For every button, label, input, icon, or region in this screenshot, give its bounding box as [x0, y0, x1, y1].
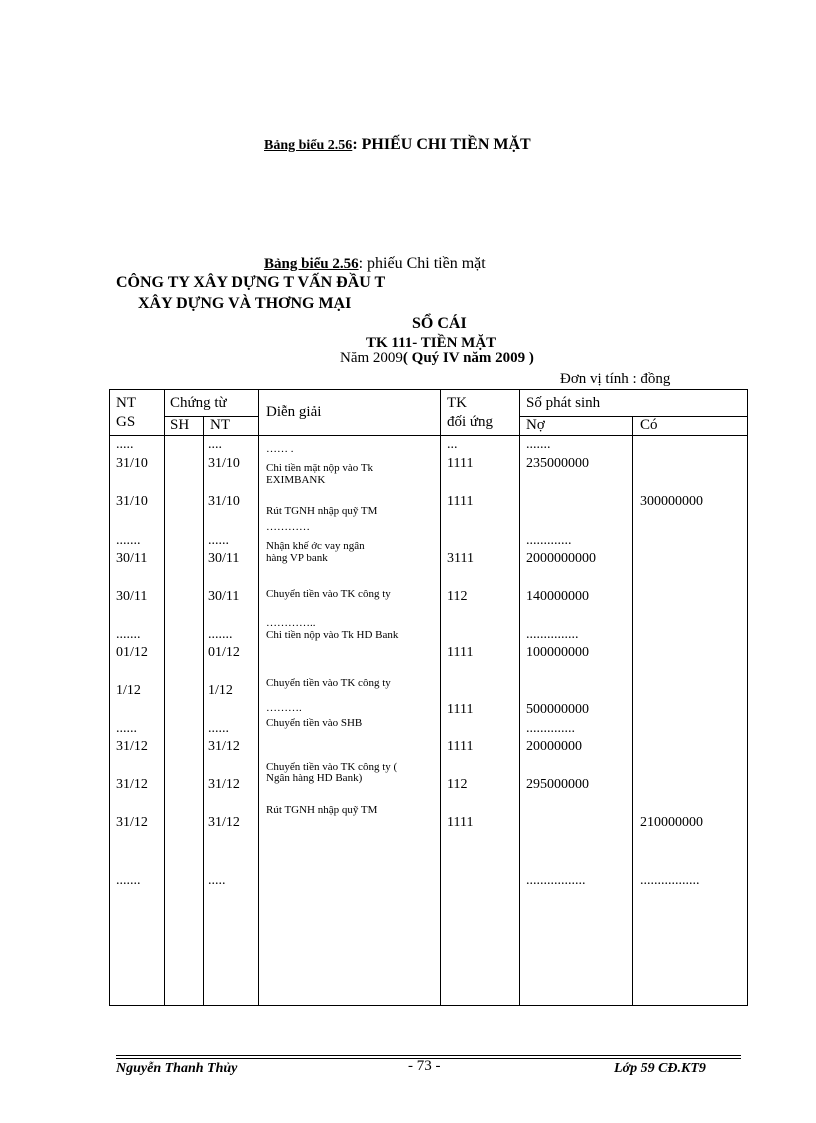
- col-divider: [519, 390, 520, 1005]
- cell-ntgs: 31/12: [116, 815, 148, 830]
- cell-diengiai: …………..: [266, 617, 316, 629]
- cell-tk: 1111: [447, 494, 474, 509]
- header-sophatsinh: Số phát sinh: [526, 395, 601, 411]
- cell-tk: 1111: [447, 815, 474, 830]
- caption-top-title: : PHIẾU CHI TIỀN MẶT: [352, 136, 531, 153]
- cell-nt: 31/12: [208, 815, 240, 830]
- cell-diengiai: Chuyển tiền vào SHB: [266, 717, 363, 729]
- ledger-title: SỔ CÁI: [412, 315, 467, 332]
- cell-no: .................: [526, 873, 586, 888]
- header-diengiai: Diễn giải: [266, 404, 322, 420]
- cell-nt: .......: [208, 627, 233, 642]
- cell-ntgs: .....: [116, 437, 134, 452]
- cell-tk: 112: [447, 589, 468, 604]
- cell-diengiai: Chuyển tiền vào TK công ty: [266, 588, 391, 600]
- company-name-line1: CÔNG TY XÂY DỰNG T VẤN ĐẦU T: [116, 274, 386, 291]
- cell-nt: 30/11: [208, 589, 240, 604]
- cell-no: 20000000: [526, 739, 582, 754]
- cell-nt: ....: [208, 437, 222, 452]
- col-divider: [440, 390, 441, 1005]
- cell-nt: 31/10: [208, 456, 240, 471]
- cell-tk: 1111: [447, 739, 474, 754]
- footer-rule: [116, 1055, 741, 1056]
- header-tk-1: TK: [447, 395, 467, 411]
- caption-second: [264, 255, 486, 273]
- cell-no: .............: [526, 533, 572, 548]
- cell-tk: 1111: [447, 702, 474, 717]
- cell-nt: ......: [208, 721, 229, 736]
- cell-nt: 1/12: [208, 683, 233, 698]
- cell-nt: ......: [208, 533, 229, 548]
- cell-ntgs: .......: [116, 533, 141, 548]
- cell-diengiai: …… .: [266, 443, 294, 455]
- cell-diengiai: hàng VP bank: [266, 552, 328, 564]
- header-nt: NT: [210, 417, 230, 433]
- cell-diengiai: Rút TGNH nhập quỹ TM: [266, 505, 378, 517]
- year-quarter: ( Quý IV năm 2009 ): [402, 350, 534, 366]
- footer-page-number: - 73 -: [408, 1058, 441, 1074]
- cell-co: 210000000: [640, 815, 703, 830]
- header-chungtu: Chứng từ: [170, 395, 227, 411]
- cell-co: .................: [640, 873, 700, 888]
- year-prefix: Năm 2009: [340, 350, 403, 366]
- cell-nt: 30/11: [208, 551, 240, 566]
- cell-ntgs: .......: [116, 873, 141, 888]
- cell-no: 2000000000: [526, 551, 596, 566]
- cell-diengiai: Rút TGNH nhập quỹ TM: [266, 804, 378, 816]
- cell-no: 140000000: [526, 589, 589, 604]
- cell-ntgs: 30/11: [116, 589, 148, 604]
- cell-no: ..............: [526, 721, 575, 736]
- footer-author: Nguyễn Thanh Thủy: [116, 1061, 238, 1076]
- cell-diengiai: ……….: [266, 702, 302, 714]
- cell-ntgs: 31/12: [116, 739, 148, 754]
- cell-ntgs: 31/12: [116, 777, 148, 792]
- cell-tk: 1111: [447, 645, 474, 660]
- header-sh: SH: [170, 417, 190, 433]
- cell-tk: 112: [447, 777, 468, 792]
- cell-ntgs: 1/12: [116, 683, 141, 698]
- caption-second-label: Bảng biểu 2.56: [264, 256, 359, 272]
- cell-diengiai: Chi tiền mặt nộp vào Tk: [266, 462, 374, 474]
- company-name-line2: XÂY DỰNG VÀ THƠNG MẠI: [138, 295, 352, 312]
- cell-ntgs: 31/10: [116, 456, 148, 471]
- cell-diengiai: Chuyển tiền vào TK công ty (: [266, 761, 398, 773]
- cell-ntgs: 01/12: [116, 645, 148, 660]
- cell-no: .......: [526, 437, 551, 452]
- col-divider: [203, 416, 204, 1005]
- row-divider: [519, 416, 747, 417]
- cell-ntgs: 31/10: [116, 494, 148, 509]
- caption-top-label: Bảng biểu 2.56: [264, 138, 353, 153]
- cell-tk: ...: [447, 437, 458, 452]
- col-divider: [632, 416, 633, 1005]
- caption-second-title: : phiếu Chi tiền mặt: [358, 255, 486, 272]
- account-title: TK 111- TIỀN MẶT: [366, 335, 497, 351]
- cell-co: 300000000: [640, 494, 703, 509]
- cell-no: 500000000: [526, 702, 589, 717]
- header-ntgs-2: GS: [116, 414, 136, 430]
- cell-nt: 31/12: [208, 739, 240, 754]
- header-tk-2: đối ứng: [447, 414, 494, 430]
- cell-diengiai: Nhận khế ớc vay ngân: [266, 540, 365, 552]
- cell-diengiai: EXIMBANK: [266, 474, 326, 486]
- cell-nt: 31/12: [208, 777, 240, 792]
- cell-no: 235000000: [526, 456, 589, 471]
- header-no: Nợ: [526, 417, 545, 433]
- header-co: Có: [640, 417, 658, 433]
- cell-tk: 1111: [447, 456, 474, 471]
- cell-diengiai: Ngân hàng HD Bank): [266, 772, 363, 784]
- cell-diengiai: …………: [266, 521, 310, 533]
- cell-ntgs: ......: [116, 721, 137, 736]
- currency-unit: Đơn vị tính : đồng: [560, 371, 671, 387]
- cell-no: 100000000: [526, 645, 589, 660]
- col-divider: [164, 390, 165, 1005]
- header-bottom-line: [110, 435, 747, 436]
- cell-tk: 3111: [447, 551, 474, 566]
- cell-nt: 31/10: [208, 494, 240, 509]
- footer-class: Lớp 59 CĐ.KT9: [614, 1061, 706, 1076]
- cell-no: 295000000: [526, 777, 589, 792]
- cell-diengiai: Chi tiền nộp vào Tk HD Bank: [266, 629, 399, 641]
- col-divider: [258, 390, 259, 1005]
- cell-ntgs: 30/11: [116, 551, 148, 566]
- cell-ntgs: .......: [116, 627, 141, 642]
- ledger-table: [109, 389, 748, 1006]
- cell-nt: 01/12: [208, 645, 240, 660]
- year-line: [340, 350, 534, 367]
- caption-top: [264, 136, 531, 154]
- cell-nt: .....: [208, 873, 226, 888]
- cell-diengiai: Chuyển tiền vào TK công ty: [266, 677, 391, 689]
- cell-no: ...............: [526, 627, 579, 642]
- header-ntgs-1: NT: [116, 395, 136, 411]
